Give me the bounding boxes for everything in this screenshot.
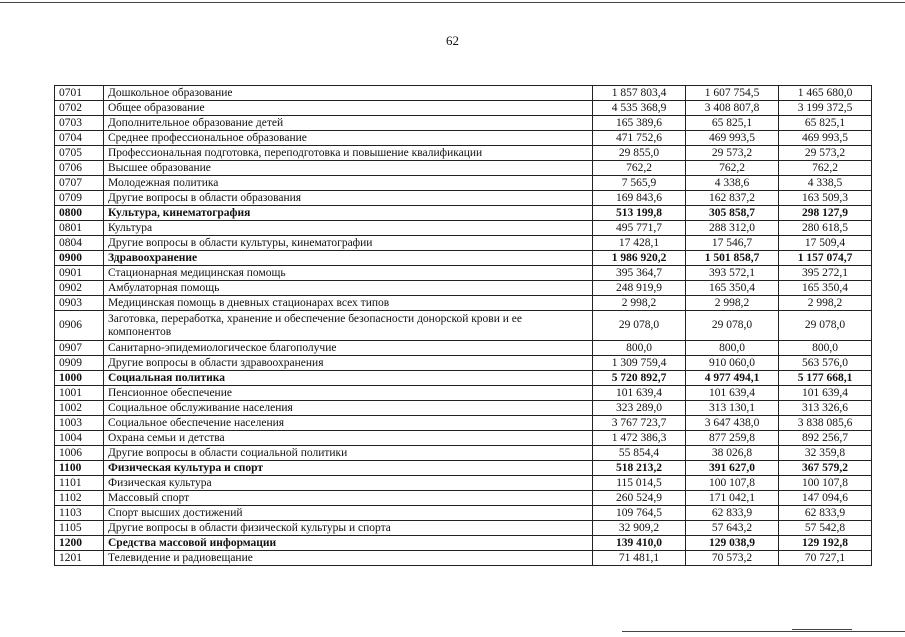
code-cell: 0706	[55, 161, 104, 176]
value-cell-1: 762,2	[593, 161, 686, 176]
table-section-row	[55, 536, 872, 551]
code-cell: 0901	[55, 266, 104, 281]
name-cell: Другие вопросы в области социальной политики	[104, 446, 593, 461]
value-cell-2: 800,0	[686, 341, 779, 356]
code-cell: 1201	[55, 551, 104, 566]
code-cell: 0907	[55, 341, 104, 356]
value-cell-3: 29 078,0	[779, 311, 872, 341]
code-cell: 0804	[55, 236, 104, 251]
table-row	[55, 176, 872, 191]
name-cell: Средства массовой информации	[104, 536, 593, 551]
table-row	[55, 521, 872, 536]
table-row	[55, 146, 872, 161]
value-cell-2: 288 312,0	[686, 221, 779, 236]
code-cell: 1105	[55, 521, 104, 536]
code-cell: 0705	[55, 146, 104, 161]
name-cell: Спорт высших достижений	[104, 506, 593, 521]
value-cell-1: 1 986 920,2	[593, 251, 686, 266]
name-cell: Физическая культура и спорт	[104, 461, 593, 476]
value-cell-3: 62 833,9	[779, 506, 872, 521]
code-cell: 1006	[55, 446, 104, 461]
code-cell: 1002	[55, 401, 104, 416]
value-cell-2: 393 572,1	[686, 266, 779, 281]
value-cell-2: 101 639,4	[686, 386, 779, 401]
code-cell: 1001	[55, 386, 104, 401]
value-cell-1: 495 771,7	[593, 221, 686, 236]
value-cell-1: 55 854,4	[593, 446, 686, 461]
value-cell-3: 165 350,4	[779, 281, 872, 296]
value-cell-1: 29 855,0	[593, 146, 686, 161]
table-row	[55, 476, 872, 491]
value-cell-1: 395 364,7	[593, 266, 686, 281]
name-cell: Массовый спорт	[104, 491, 593, 506]
value-cell-2: 391 627,0	[686, 461, 779, 476]
value-cell-2: 1 607 754,5	[686, 86, 779, 101]
table-row	[55, 131, 872, 146]
name-cell: Медицинская помощь в дневных стационарах всех типов	[104, 296, 593, 311]
name-cell: Высшее образование	[104, 161, 593, 176]
table-row	[55, 161, 872, 176]
value-cell-1: 5 720 892,7	[593, 371, 686, 386]
table-section-row	[55, 206, 872, 221]
value-cell-2: 29 573,2	[686, 146, 779, 161]
value-cell-1: 7 565,9	[593, 176, 686, 191]
value-cell-2: 165 350,4	[686, 281, 779, 296]
code-cell: 0909	[55, 356, 104, 371]
value-cell-3: 5 177 668,1	[779, 371, 872, 386]
value-cell-1: 3 767 723,7	[593, 416, 686, 431]
table-section-row	[55, 251, 872, 266]
table-row	[55, 431, 872, 446]
code-cell: 0903	[55, 296, 104, 311]
value-cell-3: 762,2	[779, 161, 872, 176]
value-cell-2: 4 338,6	[686, 176, 779, 191]
table-row	[55, 491, 872, 506]
name-cell: Другие вопросы в области образования	[104, 191, 593, 206]
code-cell: 0707	[55, 176, 104, 191]
table-row	[55, 266, 872, 281]
value-cell-2: 171 042,1	[686, 491, 779, 506]
table-row	[55, 101, 872, 116]
value-cell-3: 70 727,1	[779, 551, 872, 566]
code-cell: 0800	[55, 206, 104, 221]
value-cell-2: 4 977 494,1	[686, 371, 779, 386]
code-cell: 0900	[55, 251, 104, 266]
value-cell-3: 3 199 372,5	[779, 101, 872, 116]
table-row	[55, 311, 872, 341]
value-cell-2: 100 107,8	[686, 476, 779, 491]
code-cell: 1103	[55, 506, 104, 521]
code-cell: 1000	[55, 371, 104, 386]
code-cell: 0801	[55, 221, 104, 236]
value-cell-3: 1 465 680,0	[779, 86, 872, 101]
value-cell-3: 32 359,8	[779, 446, 872, 461]
value-cell-1: 32 909,2	[593, 521, 686, 536]
value-cell-2: 910 060,0	[686, 356, 779, 371]
value-cell-3: 892 256,7	[779, 431, 872, 446]
value-cell-1: 1 472 386,3	[593, 431, 686, 446]
name-cell: Охрана семьи и детства	[104, 431, 593, 446]
value-cell-1: 260 524,9	[593, 491, 686, 506]
value-cell-3: 29 573,2	[779, 146, 872, 161]
value-cell-2: 29 078,0	[686, 311, 779, 341]
table-row	[55, 506, 872, 521]
value-cell-1: 1 309 759,4	[593, 356, 686, 371]
name-cell: Культура, кинематография	[104, 206, 593, 221]
name-cell: Санитарно-эпидемиологическое благополучие	[104, 341, 593, 356]
value-cell-2: 70 573,2	[686, 551, 779, 566]
value-cell-2: 877 259,8	[686, 431, 779, 446]
code-cell: 0709	[55, 191, 104, 206]
value-cell-1: 71 481,1	[593, 551, 686, 566]
top-rule	[0, 2, 905, 3]
bottom-rule	[622, 631, 905, 632]
code-cell: 1200	[55, 536, 104, 551]
code-cell: 1102	[55, 491, 104, 506]
value-cell-2: 762,2	[686, 161, 779, 176]
value-cell-1: 101 639,4	[593, 386, 686, 401]
name-cell: Культура	[104, 221, 593, 236]
code-cell: 0702	[55, 101, 104, 116]
code-cell: 1003	[55, 416, 104, 431]
value-cell-3: 4 338,5	[779, 176, 872, 191]
value-cell-2: 57 643,2	[686, 521, 779, 536]
value-cell-3: 367 579,2	[779, 461, 872, 476]
value-cell-2: 305 858,7	[686, 206, 779, 221]
value-cell-1: 518 213,2	[593, 461, 686, 476]
value-cell-2: 469 993,5	[686, 131, 779, 146]
value-cell-1: 115 014,5	[593, 476, 686, 491]
value-cell-2: 17 546,7	[686, 236, 779, 251]
value-cell-3: 563 576,0	[779, 356, 872, 371]
value-cell-3: 800,0	[779, 341, 872, 356]
value-cell-1: 165 389,6	[593, 116, 686, 131]
name-cell: Здравоохранение	[104, 251, 593, 266]
value-cell-2: 3 647 438,0	[686, 416, 779, 431]
value-cell-1: 800,0	[593, 341, 686, 356]
code-cell: 1100	[55, 461, 104, 476]
value-cell-3: 129 192,8	[779, 536, 872, 551]
name-cell: Заготовка, переработка, хранение и обеспечение безопасности донорской крови и ее компонентов	[104, 311, 593, 341]
code-cell: 0906	[55, 311, 104, 341]
value-cell-3: 65 825,1	[779, 116, 872, 131]
name-cell: Дошкольное образование	[104, 86, 593, 101]
name-cell: Пенсионное обеспечение	[104, 386, 593, 401]
table-row	[55, 416, 872, 431]
value-cell-2: 65 825,1	[686, 116, 779, 131]
value-cell-3: 100 107,8	[779, 476, 872, 491]
code-cell: 0902	[55, 281, 104, 296]
code-cell: 0703	[55, 116, 104, 131]
value-cell-3: 147 094,6	[779, 491, 872, 506]
page-number: 62	[446, 33, 459, 48]
table-row	[55, 551, 872, 566]
value-cell-1: 109 764,5	[593, 506, 686, 521]
value-cell-2: 2 998,2	[686, 296, 779, 311]
table-row	[55, 221, 872, 236]
code-cell: 0701	[55, 86, 104, 101]
name-cell: Другие вопросы в области здравоохранения	[104, 356, 593, 371]
name-cell: Физическая культура	[104, 476, 593, 491]
table-row	[55, 356, 872, 371]
value-cell-3: 395 272,1	[779, 266, 872, 281]
table-row	[55, 86, 872, 101]
budget-table	[54, 85, 872, 566]
name-cell: Телевидение и радиовещание	[104, 551, 593, 566]
value-cell-1: 169 843,6	[593, 191, 686, 206]
value-cell-2: 1 501 858,7	[686, 251, 779, 266]
name-cell: Социальное обслуживание населения	[104, 401, 593, 416]
name-cell: Амбулаторная помощь	[104, 281, 593, 296]
table-row	[55, 446, 872, 461]
value-cell-2: 3 408 807,8	[686, 101, 779, 116]
value-cell-2: 38 026,8	[686, 446, 779, 461]
value-cell-3: 469 993,5	[779, 131, 872, 146]
table-row	[55, 341, 872, 356]
table-row	[55, 236, 872, 251]
table-row	[55, 386, 872, 401]
value-cell-3: 101 639,4	[779, 386, 872, 401]
value-cell-3: 17 509,4	[779, 236, 872, 251]
code-cell: 0704	[55, 131, 104, 146]
value-cell-1: 29 078,0	[593, 311, 686, 341]
name-cell: Социальная политика	[104, 371, 593, 386]
value-cell-1: 139 410,0	[593, 536, 686, 551]
value-cell-3: 1 157 074,7	[779, 251, 872, 266]
value-cell-2: 313 130,1	[686, 401, 779, 416]
table-row	[55, 116, 872, 131]
value-cell-1: 471 752,6	[593, 131, 686, 146]
table-row	[55, 281, 872, 296]
table-section-row	[55, 461, 872, 476]
value-cell-1: 17 428,1	[593, 236, 686, 251]
value-cell-1: 323 289,0	[593, 401, 686, 416]
table-row	[55, 296, 872, 311]
bottom-rule-short	[792, 629, 852, 630]
name-cell: Социальное обеспечение населения	[104, 416, 593, 431]
table-row	[55, 191, 872, 206]
table-row	[55, 401, 872, 416]
name-cell: Другие вопросы в области культуры, кинематографии	[104, 236, 593, 251]
value-cell-1: 1 857 803,4	[593, 86, 686, 101]
code-cell: 1004	[55, 431, 104, 446]
value-cell-3: 280 618,5	[779, 221, 872, 236]
budget-table-body	[55, 86, 872, 566]
value-cell-3: 3 838 085,6	[779, 416, 872, 431]
value-cell-1: 2 998,2	[593, 296, 686, 311]
value-cell-3: 57 542,8	[779, 521, 872, 536]
value-cell-3: 313 326,6	[779, 401, 872, 416]
value-cell-2: 62 833,9	[686, 506, 779, 521]
name-cell: Дополнительное образование детей	[104, 116, 593, 131]
code-cell: 1101	[55, 476, 104, 491]
table-section-row	[55, 371, 872, 386]
value-cell-1: 248 919,9	[593, 281, 686, 296]
value-cell-3: 2 998,2	[779, 296, 872, 311]
value-cell-2: 162 837,2	[686, 191, 779, 206]
name-cell: Общее образование	[104, 101, 593, 116]
name-cell: Стационарная медицинская помощь	[104, 266, 593, 281]
value-cell-3: 298 127,9	[779, 206, 872, 221]
value-cell-1: 4 535 368,9	[593, 101, 686, 116]
name-cell: Среднее профессиональное образование	[104, 131, 593, 146]
name-cell: Профессиональная подготовка, переподготовка и повышение квалификации	[104, 146, 593, 161]
name-cell: Молодежная политика	[104, 176, 593, 191]
name-cell: Другие вопросы в области физической культуры и спорта	[104, 521, 593, 536]
value-cell-2: 129 038,9	[686, 536, 779, 551]
value-cell-3: 163 509,3	[779, 191, 872, 206]
value-cell-1: 513 199,8	[593, 206, 686, 221]
